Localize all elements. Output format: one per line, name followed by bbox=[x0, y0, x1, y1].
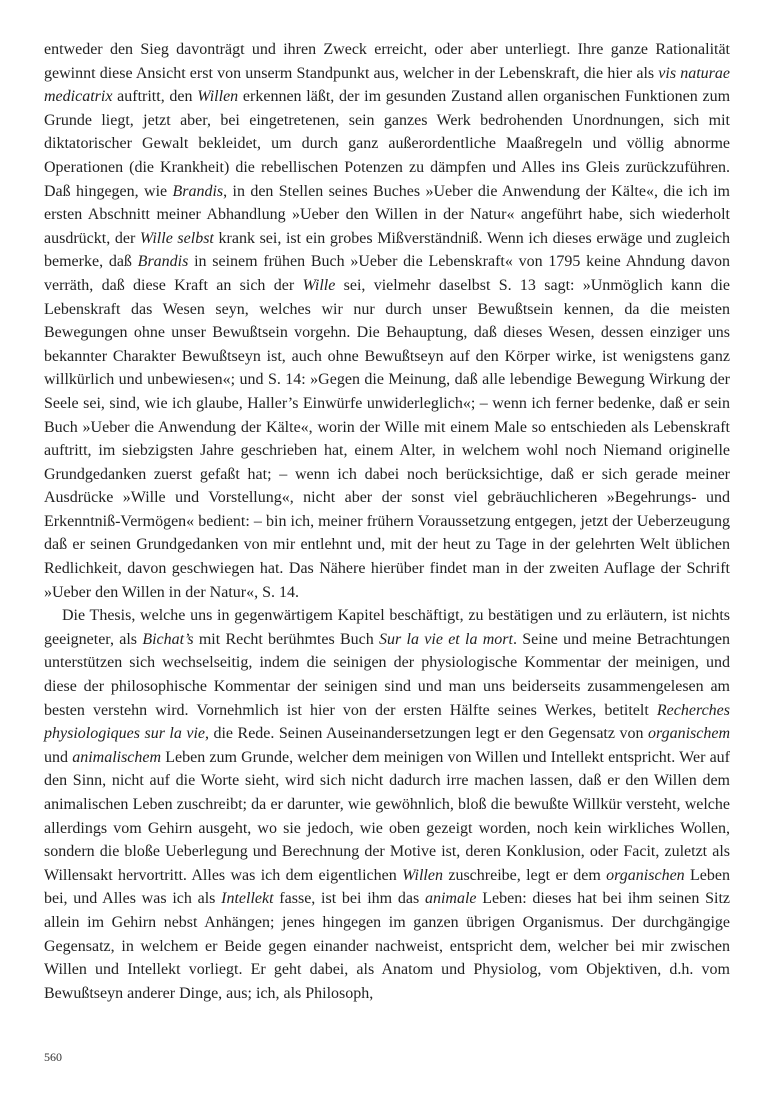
text-run: fasse, ist bei ihm das bbox=[273, 890, 425, 908]
italic-text-run: Willen bbox=[402, 866, 443, 884]
italic-text-run: Wille selbst bbox=[139, 229, 214, 247]
italic-text-run: Bichat’s bbox=[142, 630, 194, 648]
text-run: mit Recht berühmtes Buch bbox=[193, 630, 380, 648]
text-run: erkennen läßt, der im gesunden Zustand allen organischen Funktionen zum Grunde liegt, jetzt aber, bei eingetretenen, sein ganzes Werk bedrohenden Unordnungen, sich mit diktatorischer Gewalt bekleidet, um durch ganz außerordentliche Maaßregeln und völlig abnorme Operationen (die Krankheit) die rebellischen Potenzen zu dämpfen und Alles ins Gleis zurückzuführen. Daß hingegen, wie bbox=[44, 88, 731, 200]
italic-text-run: Intellekt bbox=[221, 890, 274, 908]
italic-text-run: vis naturae medicatrix bbox=[44, 64, 731, 106]
italic-text-run: Recherches physiologiques sur la vie bbox=[44, 701, 730, 743]
text-run: krank sei, ist ein grobes Mißverständniß. Wenn ich dieses erwäge und zugleich bemerke, daß bbox=[44, 229, 730, 271]
text-run: Leben bei, und Alles was ich als bbox=[44, 866, 731, 908]
italic-text-run: organischem bbox=[647, 725, 730, 743]
text-run: in seinem frühen Buch »Ueber die Lebenskraft« von 1795 keine Ahndung davon verräth, daß diese Kraft an sich der bbox=[44, 253, 730, 294]
text-run: auftritt, den bbox=[112, 88, 198, 106]
paragraph-2 bbox=[44, 604, 730, 1005]
text-run: zuschreibe, legt er dem bbox=[442, 866, 607, 884]
page-number: 560 bbox=[44, 1050, 62, 1064]
italic-text-run: Sur la vie et la mort bbox=[379, 630, 513, 648]
text-run: , die Rede. Seinen Auseinandersetzungen legt er den Gegensatz von bbox=[205, 725, 648, 743]
italic-text-run: Willen bbox=[197, 88, 239, 106]
page-body bbox=[44, 38, 730, 1005]
italic-text-run: Brandis bbox=[137, 253, 189, 271]
italic-text-run: animale bbox=[424, 890, 477, 908]
text-run: Die Thesis, welche uns in gegenwärtigem Kapitel beschäftigt, zu bestätigen und zu erläutern, ist nichts geeigneter, als bbox=[44, 607, 730, 648]
italic-text-run: animalischem bbox=[72, 748, 162, 766]
text-run: . Seine und meine Betrachtungen unterstützen sich wechselseitig, indem die seinigen der physiologische Kommentar der meinigen, und diese der philosophische Kommentar der seinigen sind und man uns beiderseits zusammengelesen am besten verstehn wird. Vornehmlich ist hier von der ersten Hälfte seines Werkes, betitelt bbox=[44, 630, 731, 719]
text-run: Leben zum Grunde, welcher dem meinigen von Willen und Intellekt entspricht. Wer auf den Sinn, nicht auf die Worte sieht, wird sich nicht dadurch irre machen lassen, daß er den Willen dem animalischen Leben zuschreibt; da er darunter, wie gewöhnlich, bloß die bewußte Willkür versteht, welche allerdings vom Gehirn ausgeht, wo sie jedoch, wie oben gezeigt worden, noch kein wirkliches Wollen, sondern die bloße Ueberlegung und Berechnung der Motive ist, deren Konklusion, oder Facit, zuletzt als Willensakt hervortritt. Alles was ich dem eigentlichen bbox=[44, 748, 731, 884]
text-run: und bbox=[44, 748, 73, 766]
italic-text-run: Brandis bbox=[172, 182, 224, 200]
text-run: sei, vielmehr daselbst S. 13 sagt: »Unmöglich kann die Lebenskraft das Wesen seyn, welches wir nur durch unser Bewußtsein kennen, da die meisten Bewegungen ohne unser Bewußtsein vorgehn. Die Behauptung, daß dieses Wesen, dessen einziger uns bekannter Charakter Bewußtseyn ist, auch ohne Bewußtseyn auf den Körper wirke, ist wenigstens ganz willkürlich und unbewiesen«; und S. 14: »Gegen die Meinung, daß alle lebendige Bewegung Wirkung der Seele sei, sind, wie ich glaube, Haller’s Einwürfe unwiderleglich«; – wenn ich ferner bedenke, daß er sein Buch »Ueber die Anwendung der Kälte«, worin der Wille mit einem Male so entschieden als Lebenskraft auftritt, im siebzigsten Jahre geschrieben hat, einem Alter, in welchem wohl noch Niemand originelle Grundgedanken zuerst gefaßt hat; – wenn ich dabei noch berücksichtige, daß er sich gerade meiner Ausdrücke »Wille und Vorstellung«, nicht aber der sonst viel gebräuchlicheren »Begehrungs- und Erkenntniß-Vermögen« bedient: – bin ich, meiner frühern Voraussetzung entgegen, jetzt der Ueberzeugung daß er seinen Grundgedanken von mir entlehnt und, mit der heut zu Tage in der gelehrten Welt üblichen Redlichkeit, davon geschwiegen hat. Das Nähere hierüber findet man in der zweiten Auflage der Schrift »Ueber den Willen in der Natur«, S. 14. bbox=[44, 276, 730, 601]
paragraph-1 bbox=[44, 38, 730, 604]
text-run: entweder den Sieg davonträgt und ihren Zweck erreicht, oder aber unterliegt. Ihre ganze Rationalität gewinnt diese Ansicht erst von unserm Standpunkt aus, welcher in der Lebenskraft, die hier als bbox=[44, 41, 730, 82]
italic-text-run: Wille bbox=[302, 276, 336, 294]
text-run: , in den Stellen seines Buches »Ueber die Anwendung der Kälte«, die ich im ersten Abschnitt meiner Abhandlung »Ueber den Willen in der Natur« angeführt habe, sich wiederholt ausdrückt, der bbox=[44, 182, 731, 247]
italic-text-run: organischen bbox=[606, 866, 685, 884]
text-run: Leben: dieses hat bei ihm seinen Sitz allein im Gehirn nebst Anhängen; jenes hingegen im ganzen übrigen Organismus. Der durchgängige Gegensatz, in welchem er Beide gegen einander nachweist, entspricht dem, welcher bei mir zwischen Willen und Intellekt vorliegt. Er geht dabei, als Anatom und Physiolog, vom Objektiven, d.h. vom Bewußtseyn anderer Dinge, aus; ich, als Philosoph, bbox=[44, 890, 731, 1002]
